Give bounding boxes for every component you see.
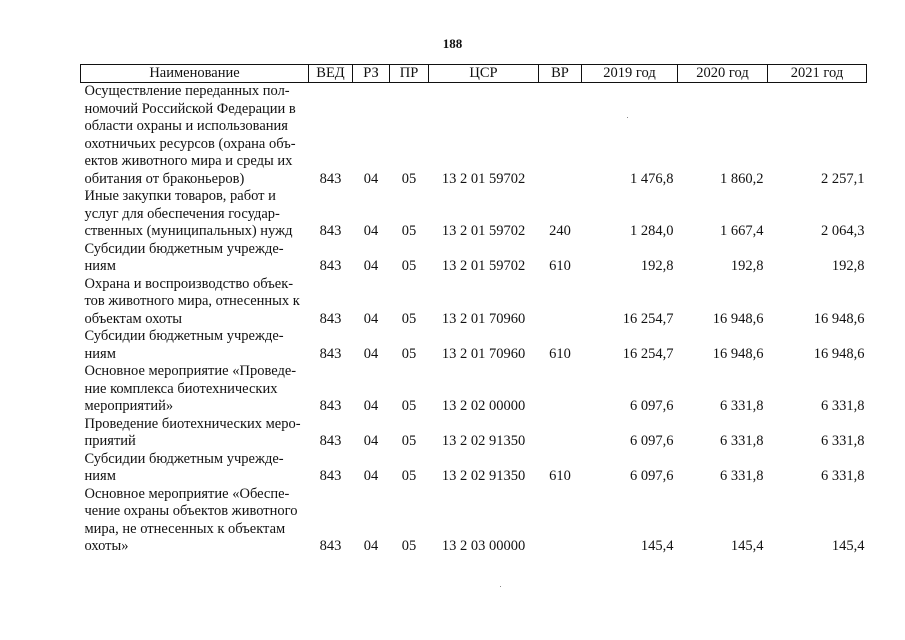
row-vr [539, 486, 582, 556]
row-name: Осуществление переданных пол- номочий Российской Федерации в области охраны и использования охотничьих ресурсов (охрана объ- ектов животного мира и среды их обитания от браконьеров) [84, 83, 296, 187]
row-2021: 6 331,8 [821, 468, 865, 484]
table-row [81, 416, 867, 451]
table-row [81, 276, 867, 329]
row-pr: 05 [401, 345, 417, 362]
row-rz: 04 [363, 345, 379, 362]
row-ved: 843 [319, 310, 342, 327]
row-vr: 240 [549, 223, 571, 239]
row-name: Основное мероприятие «Проведе- ние комплекса биотехнических мероприятий» [84, 363, 297, 414]
row-rz: 04 [363, 468, 379, 484]
scan-speck [500, 586, 501, 587]
row-name: Субсидии бюджетным учрежде- ниям [84, 450, 284, 484]
row-name: Охрана и воспроизводство объек- тов животного мира, отнесенных к объектам охоты [84, 275, 300, 327]
row-2021: 192,8 [831, 258, 865, 274]
row-2019: 16 254,7 [622, 310, 674, 327]
row-vr: 610 [549, 345, 571, 362]
header-vr: ВР [539, 65, 582, 83]
budget-table [80, 64, 867, 556]
row-name: Иные закупки товаров, работ и услуг для обеспечения государ- ственных (муниципальных) нужд [84, 188, 293, 239]
row-csr: 13 2 02 91350 [441, 433, 526, 449]
header-2021: 2021 год [768, 65, 867, 83]
row-pr: 05 [401, 223, 417, 239]
row-2020: 6 331,8 [720, 398, 764, 414]
page-number: 188 [442, 36, 463, 51]
row-2021: 16 948,6 [813, 310, 865, 327]
row-ved: 843 [319, 258, 342, 274]
row-2019: 6 097,6 [630, 433, 674, 449]
row-ved: 843 [319, 223, 342, 239]
header-csr: ЦСР [429, 65, 539, 83]
row-csr: 13 2 01 70960 [441, 310, 526, 327]
row-pr: 05 [401, 538, 417, 554]
row-vr [539, 83, 582, 189]
row-name: Основное мероприятие «Обеспе- чение охраны объектов животного мира, не отнесенных к объектам охоты» [84, 485, 298, 554]
row-2019: 6 097,6 [630, 468, 674, 484]
header-name: Наименование [81, 65, 309, 83]
row-2020: 1 667,4 [720, 223, 764, 239]
row-2021: 6 331,8 [821, 433, 865, 449]
table-row [81, 83, 867, 189]
row-rz: 04 [363, 538, 379, 554]
row-pr: 05 [401, 398, 417, 414]
row-pr: 05 [401, 170, 417, 187]
row-rz: 04 [363, 398, 379, 414]
row-csr: 13 2 02 00000 [441, 398, 526, 414]
row-2019: 1 476,8 [630, 170, 674, 187]
row-2019: 16 254,7 [622, 345, 674, 362]
row-2019: 192,8 [640, 258, 674, 274]
row-vr [539, 276, 582, 329]
row-2019: 1 284,0 [630, 223, 674, 239]
table-row [81, 188, 867, 241]
header-ved: ВЕД [309, 65, 353, 83]
scan-speck [627, 117, 628, 118]
row-name: Субсидии бюджетным учрежде- ниям [84, 328, 284, 362]
row-csr: 13 2 01 59702 [441, 258, 526, 274]
row-2020: 145,4 [730, 538, 764, 554]
header-pr: ПР [390, 65, 429, 83]
row-2020: 6 331,8 [720, 468, 764, 484]
row-2021: 145,4 [831, 538, 865, 554]
table-row [81, 241, 867, 276]
row-2019: 6 097,6 [630, 398, 674, 414]
row-ved: 843 [319, 468, 342, 484]
row-ved: 843 [319, 170, 342, 187]
row-ved: 843 [319, 345, 342, 362]
row-csr: 13 2 01 70960 [441, 345, 526, 362]
row-2021: 6 331,8 [821, 398, 865, 414]
row-csr: 13 2 02 91350 [441, 468, 526, 484]
row-2020: 16 948,6 [712, 345, 764, 362]
row-pr: 05 [401, 310, 417, 327]
table-row [81, 486, 867, 556]
row-vr: 610 [549, 468, 571, 484]
row-2020: 1 860,2 [720, 170, 764, 187]
table-row [81, 328, 867, 363]
row-2020: 6 331,8 [720, 433, 764, 449]
table-header-row [81, 65, 867, 83]
row-2021: 2 257,1 [821, 170, 865, 187]
header-rz: РЗ [353, 65, 390, 83]
row-vr [539, 363, 582, 416]
row-csr: 13 2 01 59702 [441, 223, 526, 239]
row-vr: 610 [549, 258, 571, 274]
row-rz: 04 [363, 223, 379, 239]
row-pr: 05 [401, 258, 417, 274]
row-rz: 04 [363, 433, 379, 449]
row-ved: 843 [319, 538, 342, 554]
row-ved: 843 [319, 433, 342, 449]
row-2021: 2 064,3 [821, 223, 865, 239]
row-ved: 843 [319, 398, 342, 414]
row-rz: 04 [363, 310, 379, 327]
row-pr: 05 [401, 468, 417, 484]
row-csr: 13 2 03 00000 [441, 538, 526, 554]
row-name: Субсидии бюджетным учрежде- ниям [84, 240, 284, 274]
row-pr: 05 [401, 433, 417, 449]
row-name: Проведение биотехнических меро- приятий [84, 415, 301, 449]
table-row [81, 363, 867, 416]
header-2019: 2019 год [582, 65, 678, 83]
row-2019: 145,4 [640, 538, 674, 554]
row-2020: 16 948,6 [712, 310, 764, 327]
header-2020: 2020 год [678, 65, 768, 83]
row-rz: 04 [363, 258, 379, 274]
row-2020: 192,8 [730, 258, 764, 274]
row-csr: 13 2 01 59702 [441, 170, 526, 187]
table-row [81, 451, 867, 486]
row-vr [539, 416, 582, 451]
row-2021: 16 948,6 [813, 345, 865, 362]
row-rz: 04 [363, 170, 379, 187]
